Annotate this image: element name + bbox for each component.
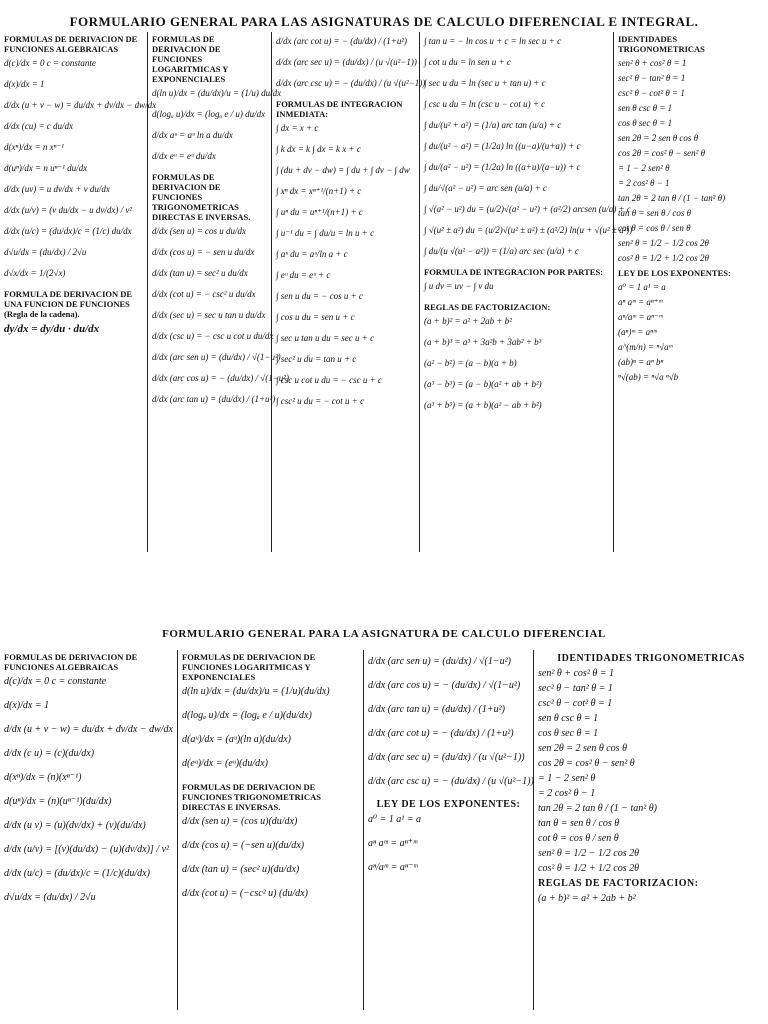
formula: = 1 − 2 sen² θ [538,773,596,784]
formula-columns [0,32,768,552]
formula: ∫ (du + dv − dw) = ∫ du + ∫ dv − ∫ dw [276,165,410,175]
formula: d√x/dx = 1/(2√x) [4,268,66,278]
formula: d(logₐ u)/dx = (logₐ e / u)(du/dx) [182,710,312,721]
formula: d(uⁿ)/dx = n uⁿ⁻¹ du/dx [4,163,88,173]
formula: d(xⁿ)/dx = (n)(xⁿ⁻¹) [4,772,82,783]
section-heading: REGLAS DE FACTORIZACION: [424,302,551,312]
formula: d/dx aᵘ = aᵘ ln a du/dx [152,130,233,140]
formula: d/dx (sen u) = cos u du/dx [152,226,247,236]
formula: d/dx eᵘ = eᵘ du/dx [152,151,216,161]
formula: tan 2θ = 2 tan θ / (1 − tan² θ) [618,193,726,203]
formula: cos 2θ = cos² θ − sen² θ [538,758,635,769]
formula: ∫ eᵘ du = eᵘ + c [276,270,331,280]
formula: sen² θ = 1/2 − 1/2 cos 2θ [618,238,709,248]
formula: d/dx (arc tan u) = (du/dx) / (1+u²) [368,704,505,715]
formula: (aⁿ)ᵐ = aⁿᵐ [618,327,657,337]
integration-by-parts-formula: ∫ u dv = uv − ∫ v du [424,281,494,291]
formula: d/dx (arc sec u) = (du/dx) / (u √(u²−1)) [368,752,525,763]
formula: ∫ dx = x + c [276,123,319,133]
formula: d√u/dx = (du/dx) / 2√u [4,247,87,257]
formula: d/dx (u v) = (u)(dv/dx) + (v)(du/dx) [4,820,146,831]
section-heading: IDENTIDADES TRIGONOMETRICAS [618,34,705,54]
formula: cos² θ = 1/2 + 1/2 cos 2θ [618,253,709,263]
formula: d/dx (u + v − w) = du/dx + dv/dx − dw/dx [4,100,157,110]
formula: (ab)ⁿ = aⁿ bⁿ [618,357,664,367]
formula: (a + b)² = a² + 2ab + b² [538,893,636,904]
formula: ∫ cos u du = sen u + c [276,312,355,322]
section-heading: FORMULAS DE DERIVACION DE FUNCIONES ALGEBRAICAS [4,34,138,54]
formula: (a + b)² = a² + 2ab + b² [424,316,512,326]
formula: d(ln u)/dx = (du/dx)/u = (1/u) du/dx [152,88,282,98]
formula: sen θ csc θ = 1 [618,103,673,113]
formula-list [618,58,764,264]
formula: ∫ sen u du = − cos u + c [276,291,363,301]
formula: ∫ csc² u du = − cot u + c [276,396,365,406]
formula-list [182,686,359,770]
formula: sen² θ + cos² θ = 1 [538,668,614,679]
column-immediate-integrals [272,32,426,552]
formula: ∫ csc u cot u du = − csc u + c [276,375,382,385]
formula: d/dx (cos u) = (−sen u)(du/dx) [182,840,305,851]
formula-list [368,656,534,788]
column-integrals-factorization [420,32,633,552]
section-heading: LEY DE LOS EXPONENTES: [618,268,731,278]
section-heading: FORMULA DE INTEGRACION POR PARTES: [424,267,603,277]
formula: d(c)/dx = 0 c = constante [4,676,107,687]
formula: sec² θ − tan² θ = 1 [538,683,613,694]
formula: cos θ sec θ = 1 [538,728,599,739]
formula: d/dx (arc cos u) = − (du/dx) / √(1−u²) [152,373,289,383]
formula: d/dx (csc u) = − csc u cot u du/dx [152,331,274,341]
sheet-title: FORMULARIO GENERAL PARA LA ASIGNATURA DE CALCULO DIFERENCIAL [162,628,606,640]
formula-list [424,316,609,411]
section-heading: FORMULAS DE DERIVACION DE FUNCIONES TRIGONOMETRICAS DIRECTAS E INVERSAS. [152,172,251,222]
formula: ∫ u⁻¹ du = ∫ du/u = ln u + c [276,228,375,238]
formula: sen 2θ = 2 sen θ cos θ [538,743,627,754]
formula-list [618,282,764,383]
formula: d/dx (arc cos u) = − (du/dx) / √(1−u²) [368,680,521,691]
formula: sen² θ = 1/2 − 1/2 cos 2θ [538,848,640,859]
formula-list [424,36,633,257]
section-heading: FORMULAS DE DERIVACION DE FUNCIONES LOGARITMICAS Y EXPONENCIALES [182,652,316,682]
formula: (a³ + b³) = (a + b)(a² − ab + b²) [424,400,542,410]
formula-list [182,816,359,900]
column-algebraic-derivatives [0,32,157,552]
formula: ∫ csc u du = ln (csc u − cot u) + c [424,99,546,109]
formula: ∫ du/(u √(u² − a²)) = (1/a) arc sec (u/a) + c [424,246,579,256]
section-heading: FORMULAS DE DERIVACION DE FUNCIONES LOGARITMICAS Y EXPONENCIALES [152,34,229,84]
formula: (a + b)³ = a³ + 3a²b + 3ab² + b³ [424,337,542,347]
formula: d(xⁿ)/dx = n xⁿ⁻¹ [4,142,64,152]
formula: tan θ = sen θ / cos θ [618,208,692,218]
formula: d/dx (u + v − w) = du/dx + dv/dx − dw/dx [4,724,173,735]
formula: ∫ sec² u du = tan u + c [276,354,357,364]
formula: ∫ sec u tan u du = sec u + c [276,333,375,343]
formula: ∫ du/√(a² − u²) = arc sen (u/a) + c [424,183,547,193]
formula: d/dx (cot u) = (−csc² u) (du/dx) [182,888,308,899]
column-trig-identities [534,650,768,1010]
formula: d/dx (arc sen u) = (du/dx) / √(1−u²) [368,656,511,667]
formula: d(ln u)/dx = (du/dx)/u = (1/u)(du/dx) [182,686,330,697]
formula: sec² θ − tan² θ = 1 [618,73,686,83]
formula: d/dx (tan u) = sec² u du/dx [152,268,248,278]
formula: = 2 cos² θ − 1 [618,178,670,188]
formula: aⁿ aᵐ = aⁿ⁺ᵐ [618,297,663,307]
formula: = 1 − 2 sen² θ [618,163,670,173]
section-heading: LEY DE LOS EXPONENTES: [376,799,521,810]
column-algebraic-derivatives [0,650,178,1010]
formula: cos 2θ = cos² θ − sen² θ [618,148,706,158]
formula: ∫ √(u² ± a²) du = (u/2)√(u² ± a²) ± (a²/2) ln(u + √(u² ± a²)) [424,225,633,235]
formula: (a³ − b³) = (a − b)(a² + ab + b²) [424,379,542,389]
formula: aⁿ/aᵐ = aⁿ⁻ᵐ [368,862,418,873]
formula: ∫ xⁿ dx = xⁿ⁺¹/(n+1) + c [276,186,362,196]
formula: = 2 cos² θ − 1 [538,788,596,799]
formula: d/dx (uv) = u dv/dx + v du/dx [4,184,110,194]
formula: sen² θ + cos² θ = 1 [618,58,687,68]
formulario-sheet-2 [0,620,768,1024]
formula: ∫ cot u du = ln sen u + c [424,57,511,67]
formula-list [368,814,529,874]
formula: sen θ csc θ = 1 [538,713,599,724]
formula-list [4,58,157,279]
formula: cos² θ = 1/2 + 1/2 cos 2θ [538,863,640,874]
formula: d/dx (u/v) = (v du/dx − u dv/dx) / v² [4,205,133,215]
formula: d/dx (cot u) = − csc² u du/dx [152,289,256,299]
column-log-trig-derivatives [178,650,364,1010]
formula: ∫ du/(u² + a²) = (1/a) arc tan (u/a) + c [424,120,562,130]
formula: cot θ = cos θ / sen θ [618,223,691,233]
formula: aⁿ/aᵐ = aⁿ⁻ᵐ [618,312,663,322]
section-heading: FORMULA DE DERIVACION DE UNA FUNCION DE FUNCIONES (Regla de la cadena). [4,289,133,319]
section-heading: FORMULAS DE DERIVACION DE FUNCIONES TRIGONOMETRICAS DIRECTAS E INVERSAS. [182,782,321,812]
section-heading: FORMULAS DE INTEGRACION INMEDIATA: [276,99,403,119]
formula: d/dx (arc sec u) = (du/dx) / (u √(u²−1)) [276,57,417,67]
column-log-trig-derivatives [148,32,289,552]
formula: d√u/dx = (du/dx) / 2√u [4,892,96,903]
formula: d(aᵘ)/dx = (aᵘ)(ln a)(du/dx) [182,734,291,745]
formula: d(x)/dx = 1 [4,79,45,89]
formula: a⁰ = 1 a¹ = a [618,282,666,292]
formula: csc² θ − cot² θ = 1 [538,698,613,709]
column-inverse-trig-derivatives [364,650,534,1010]
formula-list [276,123,415,407]
formula: d/dx (c u) = (c)(du/dx) [4,748,95,759]
formula-list [538,668,764,875]
formula: d(x)/dx = 1 [4,700,50,711]
formula: d/dx (cu) = c du/dx [4,121,74,131]
formula: d/dx (arc sen u) = (du/dx) / √(1−u²) [152,352,281,362]
formula: ∫ k dx = k ∫ dx = k x + c [276,144,361,154]
sheet-title: FORMULARIO GENERAL PARA LAS ASIGNATURAS DE CALCULO DIFERENCIAL E INTEGRAL. [69,14,699,29]
formula: d/dx (tan u) = (sec² u)(du/dx) [182,864,300,875]
formula: a⁰ = 1 a¹ = a [368,814,422,825]
formula: cos θ sec θ = 1 [618,118,673,128]
formula: d/dx (sec u) = sec u tan u du/dx [152,310,266,320]
formula: sen 2θ = 2 sen θ cos θ [618,133,699,143]
formula: d(uⁿ)/dx = (n)(uⁿ⁻¹)(du/dx) [4,796,112,807]
formula: d(logₐ u)/dx = (logₐ e / u) du/dx [152,109,266,119]
formula: d(eᵘ)/dx = (eᵘ)(du/dx) [182,758,268,769]
formula: d/dx (arc cot u) = − (du/dx) / (1+u²) [276,36,408,46]
chain-rule-formula: dy/dx = dy/du · du/dx [4,323,100,335]
formula-list [538,893,764,905]
formula: d/dx (arc tan u) = (du/dx) / (1+u²) [152,394,276,404]
formula: ∫ uⁿ du = uⁿ⁺¹/(n+1) + c [276,207,363,217]
formula: d/dx (u/v) = [(v)(du/dx) − (u)(dv/dx)] / v² [4,844,170,855]
formula: (a² − b²) = (a − b)(a + b) [424,358,517,368]
formula: ∫ du/(u² − a²) = (1/2a) ln ((u−a)/(u+a)) + c [424,141,581,151]
formula: tan 2θ = 2 tan θ / (1 − tan² θ) [538,803,658,814]
formula: d/dx (sen u) = (cos u)(du/dx) [182,816,298,827]
formula: ∫ du/(a² − u²) = (1/2a) ln ((a+u)/(a−u)) + c [424,162,581,172]
formula: d/dx (u/c) = (du/dx)/c = (1/c)(du/dx) [4,868,150,879]
formula-list [152,226,289,405]
column-trig-identities [614,32,768,552]
formula: d/dx (arc cot u) = − (du/dx) / (1+u²) [368,728,514,739]
section-heading: REGLAS DE FACTORIZACION: [538,878,699,889]
formula-list [276,36,426,89]
formula: ⁿ√(ab) = ⁿ√a ⁿ√b [618,372,679,382]
formula: ∫ sec u du = ln (sec u + tan u) + c [424,78,546,88]
formula: ∫ aᵘ du = aᵘ/ln a + c [276,249,348,259]
formula: d/dx (arc csc u) = − (du/dx) / (u √(u²−1)) [276,78,426,88]
formula: d/dx (cos u) = − sen u du/dx [152,247,255,257]
formula: d/dx (u/c) = (du/dx)/c = (1/c) du/dx [4,226,132,236]
section-heading: IDENTIDADES TRIGONOMETRICAS [557,653,745,664]
formula: d(c)/dx = 0 c = constante [4,58,96,68]
formula: tan θ = sen θ / cos θ [538,818,620,829]
formula-list [4,676,173,904]
formula: a^(m/n) = ⁿ√aᵐ [618,342,673,352]
formula: cot θ = cos θ / sen θ [538,833,619,844]
formula: ∫ tan u = − ln cos u + c = ln sec u + c [424,36,562,46]
formula: aⁿ aᵐ = aⁿ⁺ᵐ [368,838,418,849]
formula: csc² θ − cot² θ = 1 [618,88,685,98]
formula-list [152,88,282,162]
formula: d/dx (arc csc u) = − (du/dx) / (u √(u²−1)) [368,776,534,787]
formula: ∫ √(a² − u²) du = (u/2)√(a² − u²) + (a²/2) arcsen (u/a) + c [424,204,631,214]
formula-columns [0,650,768,1010]
section-heading: FORMULAS DE DERIVACION DE FUNCIONES ALGEBRAICAS [4,652,138,672]
